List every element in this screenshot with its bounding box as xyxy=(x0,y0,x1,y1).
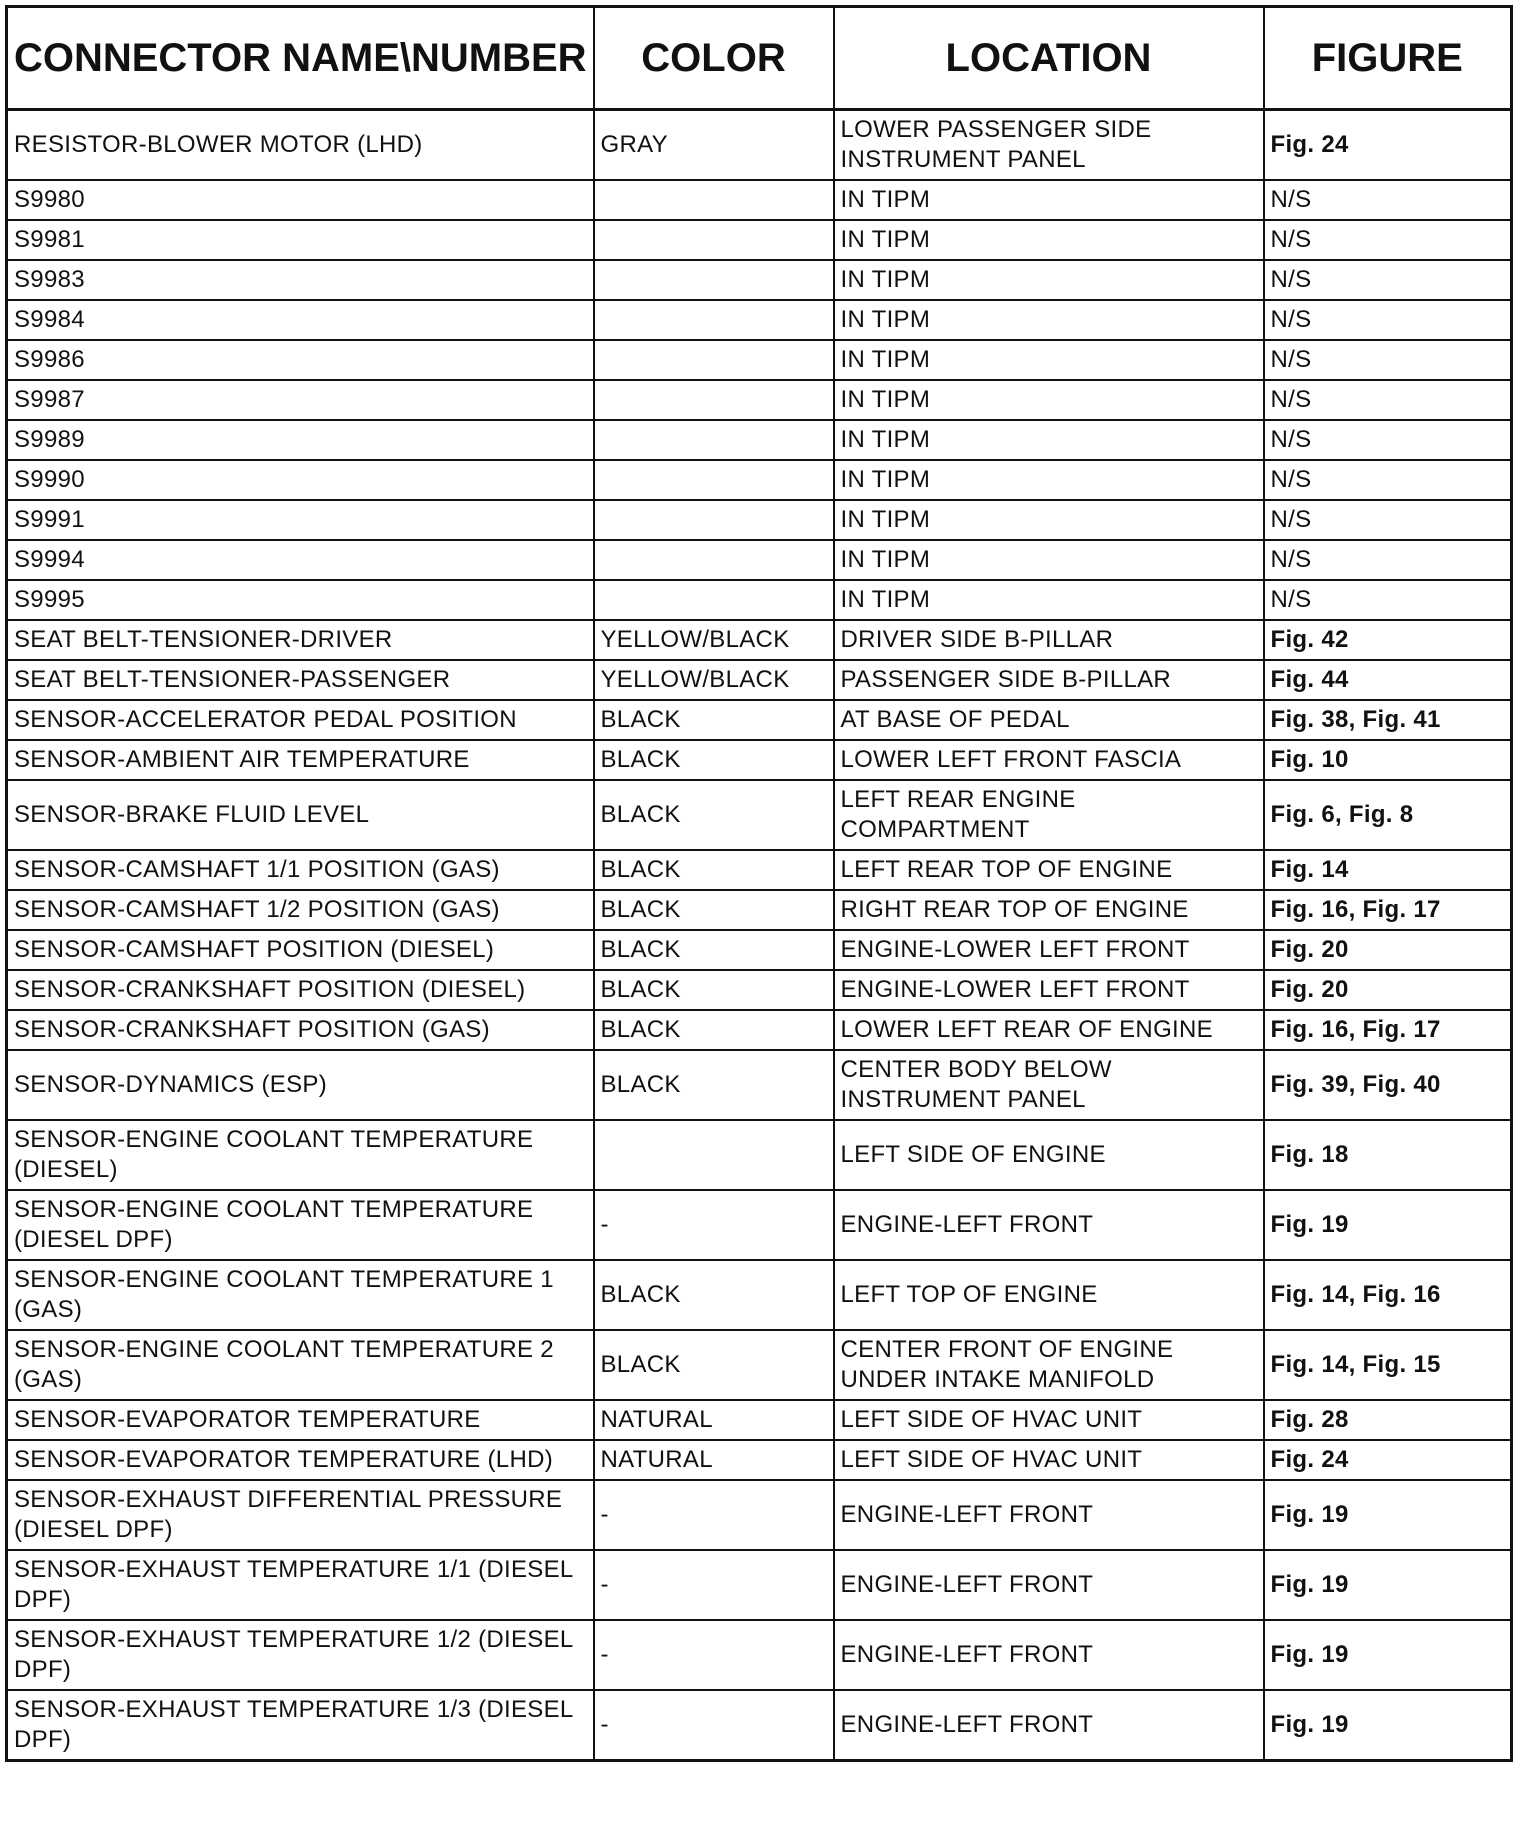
header-row xyxy=(7,7,1512,110)
cell-location: IN TIPM xyxy=(834,460,1264,500)
table-row xyxy=(7,420,1512,460)
cell-location: RIGHT REAR TOP OF ENGINE xyxy=(834,890,1264,930)
cell-connector-name: S9995 xyxy=(7,580,594,620)
cell-color: BLACK xyxy=(594,740,834,780)
cell-location: IN TIPM xyxy=(834,380,1264,420)
cell-location: ENGINE-LOWER LEFT FRONT xyxy=(834,970,1264,1010)
cell-location: ENGINE-LEFT FRONT xyxy=(834,1620,1264,1690)
cell-connector-name: SEAT BELT-TENSIONER-PASSENGER xyxy=(7,660,594,700)
cell-figure: Fig. 14, Fig. 16 xyxy=(1264,1260,1512,1330)
cell-connector-name: RESISTOR-BLOWER MOTOR (LHD) xyxy=(7,110,594,181)
cell-location: AT BASE OF PEDAL xyxy=(834,700,1264,740)
table-row xyxy=(7,620,1512,660)
cell-color: - xyxy=(594,1480,834,1550)
cell-color: NATURAL xyxy=(594,1440,834,1480)
cell-color: BLACK xyxy=(594,1010,834,1050)
table-row xyxy=(7,220,1512,260)
header-location: LOCATION xyxy=(834,7,1264,110)
cell-connector-name: SENSOR-BRAKE FLUID LEVEL xyxy=(7,780,594,850)
cell-figure: N/S xyxy=(1264,460,1512,500)
table-row xyxy=(7,660,1512,700)
cell-location: IN TIPM xyxy=(834,540,1264,580)
cell-color xyxy=(594,580,834,620)
cell-figure: Fig. 19 xyxy=(1264,1690,1512,1761)
table-row xyxy=(7,300,1512,340)
cell-location: IN TIPM xyxy=(834,420,1264,460)
cell-location: ENGINE-LEFT FRONT xyxy=(834,1190,1264,1260)
cell-figure: N/S xyxy=(1264,220,1512,260)
cell-connector-name: S9981 xyxy=(7,220,594,260)
cell-location: LEFT TOP OF ENGINE xyxy=(834,1260,1264,1330)
cell-connector-name: SENSOR-AMBIENT AIR TEMPERATURE xyxy=(7,740,594,780)
cell-color: YELLOW/BLACK xyxy=(594,620,834,660)
connector-table xyxy=(5,5,1513,1762)
cell-color: BLACK xyxy=(594,780,834,850)
table-row xyxy=(7,930,1512,970)
cell-figure: Fig. 16, Fig. 17 xyxy=(1264,1010,1512,1050)
cell-color: BLACK xyxy=(594,890,834,930)
table-row xyxy=(7,260,1512,300)
table-row xyxy=(7,1120,1512,1190)
cell-connector-name: SENSOR-ENGINE COOLANT TEMPERATURE 1 (GAS) xyxy=(7,1260,594,1330)
cell-connector-name: SENSOR-EXHAUST TEMPERATURE 1/3 (DIESEL DPF) xyxy=(7,1690,594,1761)
cell-location: ENGINE-LEFT FRONT xyxy=(834,1690,1264,1761)
table-row xyxy=(7,460,1512,500)
table-row xyxy=(7,1550,1512,1620)
cell-figure: Fig. 19 xyxy=(1264,1190,1512,1260)
cell-figure: Fig. 20 xyxy=(1264,970,1512,1010)
cell-connector-name: SENSOR-EVAPORATOR TEMPERATURE (LHD) xyxy=(7,1440,594,1480)
table-row xyxy=(7,1260,1512,1330)
cell-connector-name: S9986 xyxy=(7,340,594,380)
cell-color xyxy=(594,260,834,300)
cell-location: IN TIPM xyxy=(834,260,1264,300)
header-figure: FIGURE xyxy=(1264,7,1512,110)
cell-location: IN TIPM xyxy=(834,580,1264,620)
cell-figure: Fig. 18 xyxy=(1264,1120,1512,1190)
cell-color: BLACK xyxy=(594,1050,834,1120)
cell-location: LEFT REAR ENGINE COMPARTMENT xyxy=(834,780,1264,850)
cell-color xyxy=(594,420,834,460)
table-row xyxy=(7,580,1512,620)
table-row xyxy=(7,890,1512,930)
cell-connector-name: S9994 xyxy=(7,540,594,580)
cell-connector-name: SENSOR-DYNAMICS (ESP) xyxy=(7,1050,594,1120)
table-row xyxy=(7,1440,1512,1480)
cell-figure: N/S xyxy=(1264,540,1512,580)
cell-connector-name: S9990 xyxy=(7,460,594,500)
cell-color xyxy=(594,500,834,540)
cell-figure: Fig. 16, Fig. 17 xyxy=(1264,890,1512,930)
cell-color: BLACK xyxy=(594,700,834,740)
cell-location: LEFT SIDE OF HVAC UNIT xyxy=(834,1400,1264,1440)
cell-location: LEFT SIDE OF ENGINE xyxy=(834,1120,1264,1190)
cell-connector-name: SENSOR-CAMSHAFT 1/1 POSITION (GAS) xyxy=(7,850,594,890)
cell-figure: Fig. 14 xyxy=(1264,850,1512,890)
cell-figure: N/S xyxy=(1264,420,1512,460)
cell-color xyxy=(594,540,834,580)
cell-connector-name: SENSOR-ACCELERATOR PEDAL POSITION xyxy=(7,700,594,740)
cell-location: CENTER FRONT OF ENGINE UNDER INTAKE MANIFOLD xyxy=(834,1330,1264,1400)
cell-color: BLACK xyxy=(594,1330,834,1400)
cell-figure: Fig. 14, Fig. 15 xyxy=(1264,1330,1512,1400)
cell-figure: N/S xyxy=(1264,260,1512,300)
cell-color xyxy=(594,1120,834,1190)
cell-color: BLACK xyxy=(594,930,834,970)
cell-location: LOWER LEFT REAR OF ENGINE xyxy=(834,1010,1264,1050)
table-row xyxy=(7,1330,1512,1400)
cell-color xyxy=(594,180,834,220)
cell-location: IN TIPM xyxy=(834,500,1264,540)
table-row xyxy=(7,1050,1512,1120)
cell-connector-name: SENSOR-EXHAUST TEMPERATURE 1/2 (DIESEL DPF) xyxy=(7,1620,594,1690)
header-connector-name: CONNECTOR NAME\NUMBER xyxy=(7,7,594,110)
cell-figure: Fig. 20 xyxy=(1264,930,1512,970)
cell-connector-name: S9987 xyxy=(7,380,594,420)
cell-location: IN TIPM xyxy=(834,180,1264,220)
cell-figure: Fig. 6, Fig. 8 xyxy=(1264,780,1512,850)
cell-figure: Fig. 42 xyxy=(1264,620,1512,660)
cell-color: YELLOW/BLACK xyxy=(594,660,834,700)
cell-figure: Fig. 19 xyxy=(1264,1480,1512,1550)
table-row xyxy=(7,1480,1512,1550)
cell-color: - xyxy=(594,1550,834,1620)
cell-color: BLACK xyxy=(594,970,834,1010)
cell-figure: Fig. 19 xyxy=(1264,1550,1512,1620)
cell-connector-name: S9984 xyxy=(7,300,594,340)
cell-figure: Fig. 44 xyxy=(1264,660,1512,700)
cell-connector-name: SENSOR-ENGINE COOLANT TEMPERATURE 2 (GAS) xyxy=(7,1330,594,1400)
cell-location: ENGINE-LEFT FRONT xyxy=(834,1480,1264,1550)
table-row xyxy=(7,850,1512,890)
cell-location: ENGINE-LEFT FRONT xyxy=(834,1550,1264,1620)
table-row xyxy=(7,1190,1512,1260)
cell-connector-name: SENSOR-ENGINE COOLANT TEMPERATURE (DIESEL DPF) xyxy=(7,1190,594,1260)
cell-figure: N/S xyxy=(1264,500,1512,540)
cell-figure: Fig. 38, Fig. 41 xyxy=(1264,700,1512,740)
cell-connector-name: S9983 xyxy=(7,260,594,300)
connector-table-container xyxy=(5,5,1510,1762)
cell-location: IN TIPM xyxy=(834,300,1264,340)
table-row xyxy=(7,700,1512,740)
cell-connector-name: SENSOR-ENGINE COOLANT TEMPERATURE (DIESEL) xyxy=(7,1120,594,1190)
table-row xyxy=(7,110,1512,181)
cell-color: NATURAL xyxy=(594,1400,834,1440)
cell-connector-name: SENSOR-CAMSHAFT 1/2 POSITION (GAS) xyxy=(7,890,594,930)
cell-figure: N/S xyxy=(1264,580,1512,620)
table-row xyxy=(7,380,1512,420)
table-row xyxy=(7,180,1512,220)
table-row xyxy=(7,1620,1512,1690)
cell-figure: N/S xyxy=(1264,300,1512,340)
cell-connector-name: SENSOR-CRANKSHAFT POSITION (GAS) xyxy=(7,1010,594,1050)
table-row xyxy=(7,740,1512,780)
cell-figure: N/S xyxy=(1264,380,1512,420)
table-row xyxy=(7,1400,1512,1440)
cell-color xyxy=(594,300,834,340)
table-row xyxy=(7,970,1512,1010)
cell-color: GRAY xyxy=(594,110,834,181)
cell-figure: Fig. 28 xyxy=(1264,1400,1512,1440)
cell-figure: Fig. 24 xyxy=(1264,1440,1512,1480)
table-row xyxy=(7,340,1512,380)
cell-connector-name: SEAT BELT-TENSIONER-DRIVER xyxy=(7,620,594,660)
cell-color: BLACK xyxy=(594,1260,834,1330)
cell-color: - xyxy=(594,1690,834,1761)
cell-figure: Fig. 10 xyxy=(1264,740,1512,780)
cell-location: LOWER LEFT FRONT FASCIA xyxy=(834,740,1264,780)
cell-color: - xyxy=(594,1620,834,1690)
cell-color xyxy=(594,340,834,380)
cell-location: LEFT REAR TOP OF ENGINE xyxy=(834,850,1264,890)
table-row xyxy=(7,500,1512,540)
cell-figure: Fig. 19 xyxy=(1264,1620,1512,1690)
cell-connector-name: SENSOR-EXHAUST DIFFERENTIAL PRESSURE (DIESEL DPF) xyxy=(7,1480,594,1550)
cell-color xyxy=(594,220,834,260)
table-row xyxy=(7,1010,1512,1050)
cell-location: ENGINE-LOWER LEFT FRONT xyxy=(834,930,1264,970)
cell-connector-name: S9980 xyxy=(7,180,594,220)
table-row xyxy=(7,780,1512,850)
cell-connector-name: SENSOR-EXHAUST TEMPERATURE 1/1 (DIESEL DPF) xyxy=(7,1550,594,1620)
cell-color: - xyxy=(594,1190,834,1260)
cell-figure: N/S xyxy=(1264,340,1512,380)
cell-location: DRIVER SIDE B-PILLAR xyxy=(834,620,1264,660)
cell-figure: N/S xyxy=(1264,180,1512,220)
cell-connector-name: S9989 xyxy=(7,420,594,460)
cell-figure: Fig. 39, Fig. 40 xyxy=(1264,1050,1512,1120)
cell-figure: Fig. 24 xyxy=(1264,110,1512,181)
cell-location: IN TIPM xyxy=(834,340,1264,380)
table-row xyxy=(7,1690,1512,1761)
cell-connector-name: SENSOR-CRANKSHAFT POSITION (DIESEL) xyxy=(7,970,594,1010)
cell-connector-name: SENSOR-EVAPORATOR TEMPERATURE xyxy=(7,1400,594,1440)
cell-location: PASSENGER SIDE B-PILLAR xyxy=(834,660,1264,700)
cell-location: LEFT SIDE OF HVAC UNIT xyxy=(834,1440,1264,1480)
cell-color: BLACK xyxy=(594,850,834,890)
table-row xyxy=(7,540,1512,580)
cell-connector-name: SENSOR-CAMSHAFT POSITION (DIESEL) xyxy=(7,930,594,970)
cell-color xyxy=(594,380,834,420)
cell-color xyxy=(594,460,834,500)
cell-location: LOWER PASSENGER SIDE INSTRUMENT PANEL xyxy=(834,110,1264,181)
header-color: COLOR xyxy=(594,7,834,110)
cell-location: CENTER BODY BELOW INSTRUMENT PANEL xyxy=(834,1050,1264,1120)
cell-connector-name: S9991 xyxy=(7,500,594,540)
cell-location: IN TIPM xyxy=(834,220,1264,260)
